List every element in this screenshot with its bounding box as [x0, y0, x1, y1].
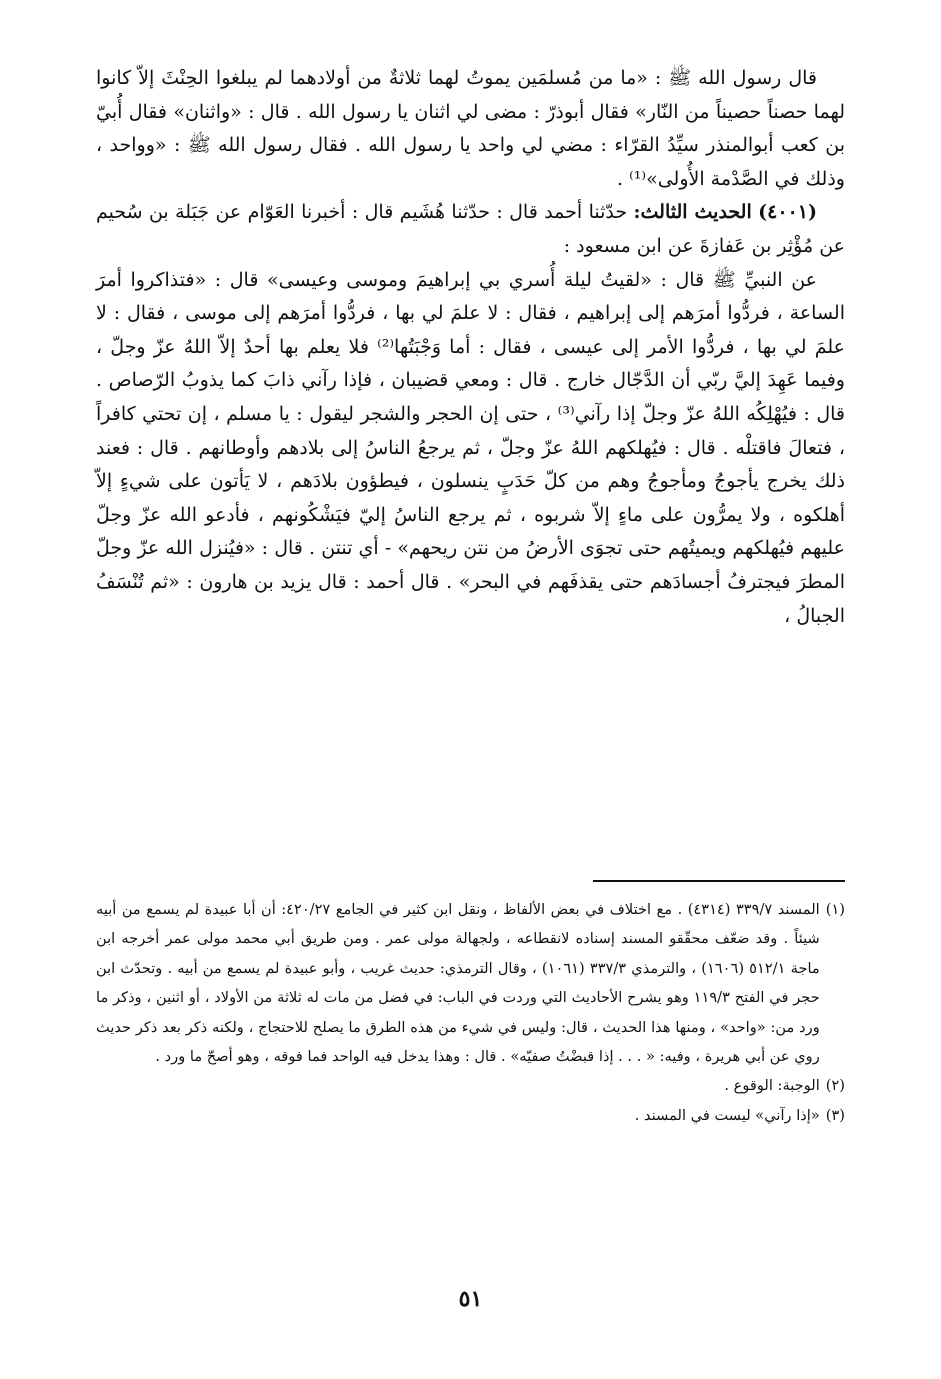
- footnote-2: [96, 1071, 845, 1100]
- main-text: [96, 62, 845, 633]
- hadith-heading-paragraph: [96, 196, 845, 263]
- footnote-text: الوجبة: الوقوع .: [724, 1077, 820, 1095]
- footnotes: [96, 895, 845, 1130]
- hadith-title: الحديث الثالث:: [633, 201, 752, 224]
- footnote-separator: [593, 880, 845, 882]
- footnote-number: (١): [825, 901, 845, 918]
- hadith-isnad: حدّثنا أحمد قال : حدّثنا هُشَيم قال : أخبرنا العَوّام عن جَبَلة بن سُحيم عن مُؤْثِر بن عَفازةَ عن ابن مسعود :: [96, 201, 845, 257]
- footnote-number: (٣): [825, 1106, 845, 1124]
- footnote-1: [96, 895, 845, 1071]
- footnote-text: المسند ٣٣٩/٧ (٤٣١٤) . مع اختلاف في بعض الألفاظ ، ونقل ابن كثير في الجامع ٤٢٠/٢٧: أن أبا عبيدة لم يسمع من أبيه شيئاً . وقد ضعّف محقّقو المسند إسناده لانقطاعه ، ولجهالة مولى عمر . ومن طريق أبي محمد مولى عمر أخرجه ابن ماجة ٥١٢/١ (١٦٠٦) ، والترمذي ٣٣٧/٣ (١٠٦١) ، وقال الترمذي: حديث غريب ، وأبو عبيدة لم يسمع من أبيه . وتحدّث ابن حجر في الفتح ١١٩/٣ وهو يشرح الأحاديث التي وردت في الباب: في فضل من مات له ثلاثة من الأولاد ، أو اثنين ، وذكر ما ورد من: «واحد» ، ومنها هذا الحديث ، قال: وليس في شيء من هذه الطرق ما يصلح للاحتجاج ، ولكنه ذكر بعد ذكر حديث روي عن أبي هريرة ، وفيه: « . . . إذا قبضْتُ صفيّه» . قال : وهذا يدخل فيه الواحد فما فوقه ، وهو أصحّ ما ورد .: [96, 901, 820, 1066]
- paragraph-1: قال رسول الله ﷺ : «ما من مُسلمَين يموتُ لهما ثلاثةٌ من أولادهما لم يبلغوا الحِنْثَ إلاّ كانوا لهما حصناً حصيناً من النّار» فقال أبوذرّ : مضى لي اثنان يا رسول الله . قال : «واثنان» فقال أُبيّ بن كعب أبوالمنذر سيِّدُ القرّاء : مضي لي واحد يا رسول الله . فقال رسول الله ﷺ : «وواحد ، وذلك في الصَّدْمة الأُولى»⁽¹⁾ .: [96, 67, 845, 190]
- hadith-number: (٤٠٠١): [758, 201, 817, 224]
- paragraph-2: عن النبيِّ ﷺ قال : «لقيتُ ليلة أُسري بي إبراهيمَ وموسى وعيسى» قال : «فتذاكروا أمرَ الساعة ، فردُّوا أمرَهم إلى إبراهيم ، فقال : لا علمَ لي بها ، فردُّوا أمرَهم إلى موسى ، فقال : لا علمَ لي بها ، فردُّوا الأمر إلى عيسى ، فقال : أما وَجْبَتُها⁽²⁾ فلا يعلم بها أحدٌ إلاّ اللهُ عزّ وجلّ ، وفيما عَهِدَ إليَّ ربّي أن الدَّجّال خارج . قال : ومعي قضيبان ، فإذا رآني ذابَ كما يذوبُ الرّصاص . قال : فيُهْلِكُه اللهُ عزّ وجلّ إذا رآني⁽³⁾ ، حتى إن الحجر والشجر ليقول : يا مسلم ، إن تحتي كافراً ، فتعالَ فاقتلْه . قال : فيُهلكهم اللهُ عزّ وجلّ ، ثم يرجعُ الناسُ إلى بلادهم وأوطانهم . قال : فعند ذلك يخرج يأجوجُ ومأجوجُ وهم من كلّ حَدَبٍ ينسلون ، فيطؤون بلادَهم ، لا يَأتون على شيءٍ إلاّ أهلكوه ، ولا يمرُّون على ماءٍ إلاّ شربوه ، ثم يرجع الناسُ إليّ فيَشْكُونهم ، فأدعو الله عزّ وجلّ عليهم فيُهلكهم ويميتُهم حتى تجوَى الأرضُ من نتن ريحهم» - أي تنتن . قال : «فيُنزل الله عزّ وجلّ المطرَ فيجترفُ أجسادَهم حتى يقذفَهم في البحر» . قال أحمد : قال يزيد بن هارون : «ثم تُنْسَفُ الجبالُ ،: [96, 268, 846, 627]
- footnote-3: [96, 1101, 845, 1130]
- footnote-number: (٢): [825, 1077, 845, 1095]
- page-number: ٥١: [458, 1286, 483, 1312]
- footnote-text: «إذا رآني» ليست في المسند .: [634, 1106, 820, 1124]
